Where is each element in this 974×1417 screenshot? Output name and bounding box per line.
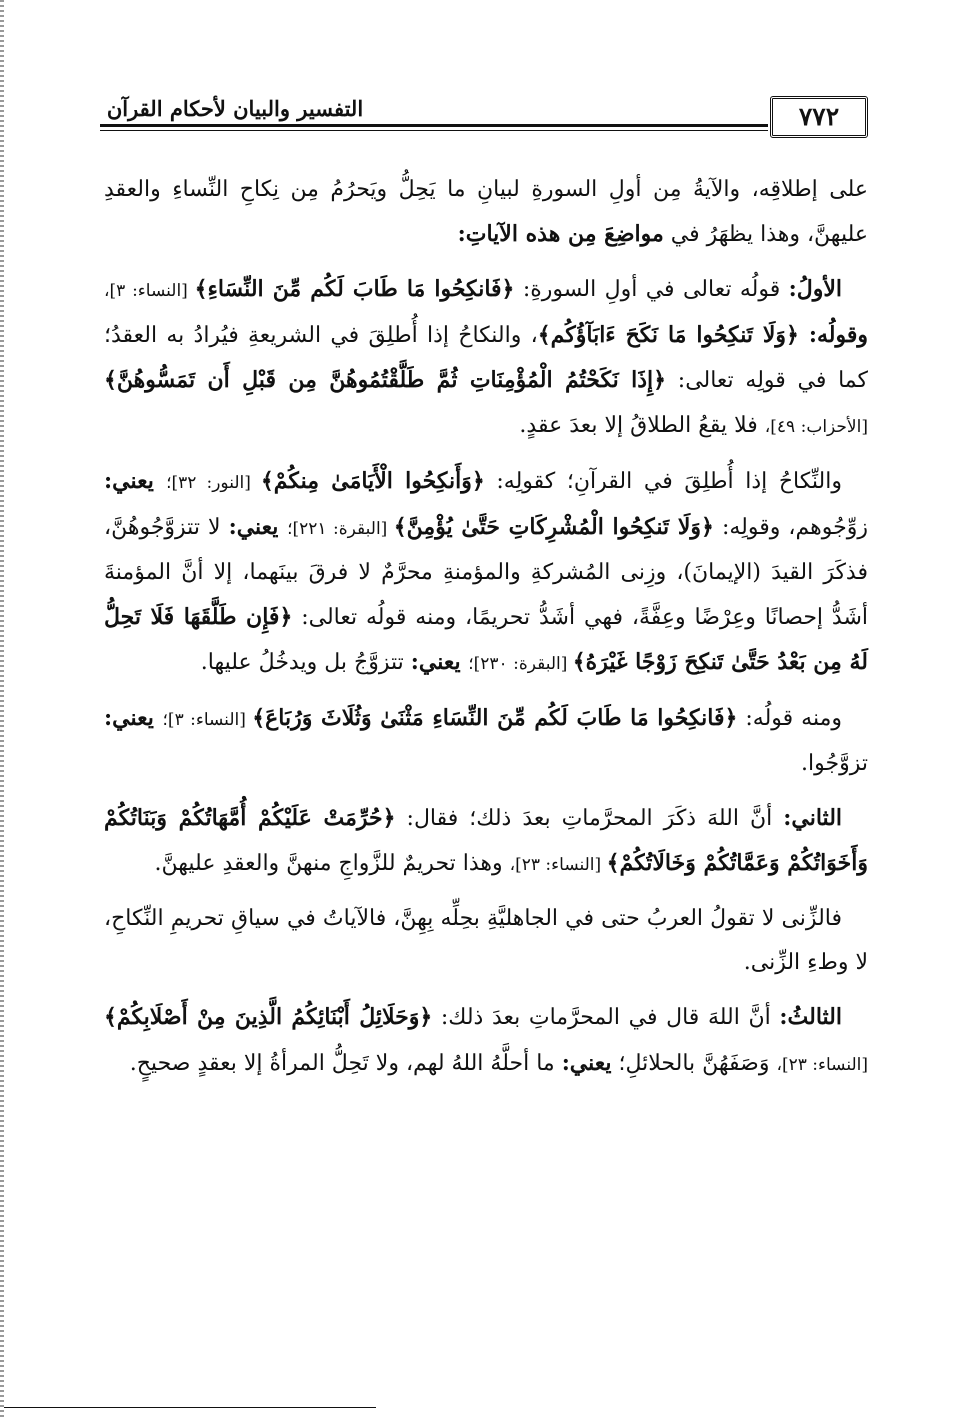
page-header: [100, 84, 868, 154]
paragraph-intro: [104, 168, 868, 257]
verse-reference: [البقرة: ٢٣٠]؛: [468, 654, 573, 674]
header-rule-thin: [100, 130, 768, 131]
text-run: ، والنكاحُ إذا أُطلِقَ في الشريعةِ فيُرادُ به العقدُ؛ كما في قولِه تعالى:: [104, 323, 868, 393]
text-run: وَصَفَهُنَّ بالحلائلِ؛: [611, 1051, 777, 1076]
quran-verse: ﴿وَأَنكِحُوا الْأَيَامَىٰ مِنكُمْ﴾: [260, 468, 485, 494]
paragraph-example: [104, 696, 868, 786]
quran-verse: ﴿فَإِن طَلَّقَهَا فَلَا تَحِلُّ لَهُ مِن بَعْدُ حَتَّىٰ تَنكِحَ زَوْجًا غَيْرَهُ﴾: [104, 604, 868, 675]
text-run: قولُه تعالى في أولِ السورةِ:: [514, 277, 789, 302]
text-run: زوِّجُوهم، وقولِه:: [713, 515, 868, 540]
bold-label: يعني:: [228, 514, 288, 540]
bold-label: يعني:: [410, 649, 469, 675]
text-run: فالزِّنى لا تقولُ العربُ حتى في الجاهليَّةِ بحِلِّه بِهِنَّ، فالآياتُ في سياقِ تحريمِ النِّكاحِ، لا وطءِ الزِّنى.: [104, 906, 868, 975]
text-run: تزوَّجُوا.: [801, 751, 868, 776]
bold-label: الثالثُ:: [779, 1004, 842, 1030]
bold-label: الثاني:: [783, 805, 843, 831]
text-run: وهذا تحريمٌ للزَّواجِ منهنَّ والعقدِ عليهنَّ.: [154, 851, 510, 876]
paragraph-third: [104, 995, 868, 1087]
verse-reference: [البقرة: ٢٢١]؛: [287, 519, 394, 539]
bold-label: يعني:: [561, 1050, 612, 1076]
bold-label: يعني:: [104, 468, 167, 494]
quran-verse: ﴿فَانكِحُوا مَا طَابَ لَكُم مِّنَ النِّسَاءِ﴾: [194, 276, 515, 302]
text-run: أنَّ اللهَ قال في المحرَّماتِ بعدَ ذلك:: [432, 1005, 780, 1030]
paragraph-first: [104, 267, 868, 449]
bold-label: يعني:: [104, 705, 163, 731]
quran-verse: ﴿حُرِّمَتْ عَلَيْكُمْ أُمَّهَاتُكُمْ وَبَنَاتُكُمْ وَأَخَوَاتُكُمْ وَعَمَّاتُكُمْ وَخَالَاتُكُمْ﴾: [104, 805, 868, 876]
text-run: على إطلاقِه، والآيةُ مِن أولِ السورةِ لبيانِ ما يَحِلُّ ويَحرُمُ مِن نِكاحِ النِّساءِ والعقدِ عليهنَّ، وهذا يظهَرُ في: [104, 177, 868, 247]
verse-reference: [النساء: ٢٣]،: [509, 855, 607, 875]
verse-reference: [الأحزاب: ٤٩]،: [764, 417, 868, 437]
paragraph-second: [104, 796, 868, 887]
text-run: أنَّ اللهَ ذكَرَ المحرَّماتِ بعدَ ذلك؛ فقال:: [395, 806, 784, 831]
verse-reference: [النور: ٣٢]؛: [166, 473, 261, 493]
body-text: [104, 168, 868, 1097]
footnote-rule: [4, 1407, 376, 1408]
verse-reference: [النساء: ٢٣]،: [776, 1055, 868, 1075]
header-rule: [100, 124, 768, 127]
text-run: تتزوَّجُ بل ويدخُلُ عليها.: [200, 650, 411, 675]
paragraph-nikah-in-quran: [104, 459, 868, 686]
text-run: ما أحلَّهُ اللهُ لهم، ولا تَحِلُّ المرأةُ إلا بعقدٍ صحيحٍ.: [129, 1051, 562, 1076]
text-run: والنِّكاحُ إذا أُطلِقَ في القرآنِ؛ كقولِه:: [484, 469, 842, 494]
bold-label: مواضِعَ مِن هذه الآياتِ:: [457, 221, 664, 247]
text-run: ومنه قولُه:: [737, 706, 843, 731]
bold-label: الأولُ:: [788, 276, 842, 302]
quran-verse: ﴿وَلَا تَنكِحُوا الْمُشْرِكَاتِ حَتَّىٰ يُؤْمِنَّ﴾: [393, 514, 714, 540]
paragraph-zina: [104, 897, 868, 985]
running-title: التفسير والبيان لأحكام القرآن: [106, 96, 364, 121]
verse-reference: [النساء: ٣]؛: [162, 710, 253, 730]
text-run: فلا يقعُ الطلاقُ إلا بعدَ عقدٍ.: [519, 413, 765, 438]
text-run: لا تتزوَّجُوهُنَّ، فذكَرَ القيدَ (الإيمانَ)، وزِنى المُشركةِ والمؤمنةِ محرَّمٌ لا فرقَ بينَهما، إلا أنَّ المؤمنةَ أشَدُّ إحصانًا وعِرْضًا وعِفَّةً، فهي أشَدُّ تحريمًا، ومنه قولُه تعالى:: [104, 515, 869, 630]
page-number: ٧٧٢: [770, 96, 868, 138]
quran-verse: ﴿وَلَا تَنكِحُوا مَا نَكَحَ ءَابَآؤُكُم﴾: [537, 322, 799, 348]
quran-verse: ﴿إِذَا نَكَحْتُمُ الْمُؤْمِنَاتِ ثُمَّ طَلَّقْتُمُوهُنَّ مِن قَبْلِ أَن تَمَسُّوهُنَّ﴾: [104, 367, 667, 393]
bold-label: وقولُه:: [798, 322, 868, 348]
quran-verse: ﴿فَانكِحُوا مَا طَابَ لَكُم مِّنَ النِّسَاءِ مَثْنَىٰ وَثُلَاثَ وَرُبَاعَ﴾: [252, 705, 738, 731]
scan-edge: [0, 0, 4, 1417]
verse-reference: [النساء: ٣]،: [104, 281, 195, 301]
quran-verse: ﴿وَحَلَائِلُ أَبْنَائِكُمُ الَّذِينَ مِنْ أَصْلَابِكُمْ﴾: [104, 1004, 433, 1030]
